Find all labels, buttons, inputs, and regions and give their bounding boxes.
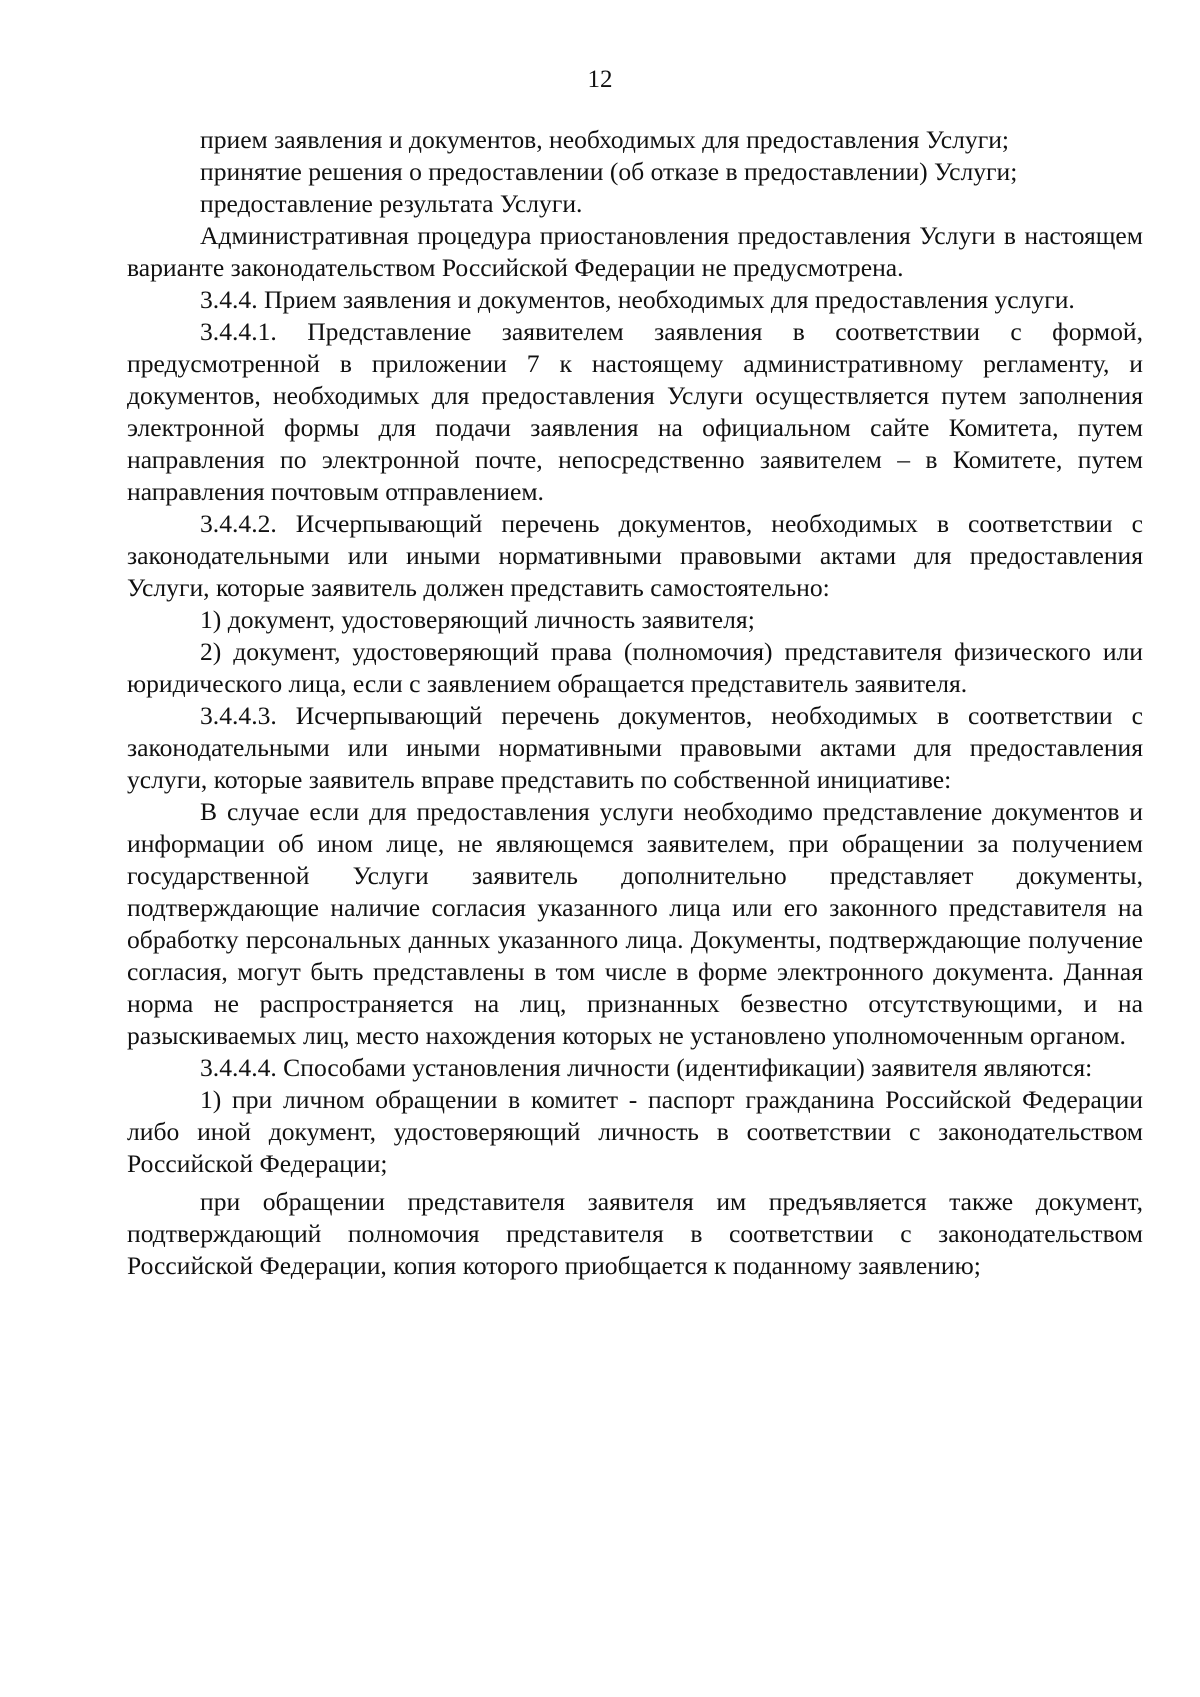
list-item: 1) при личном обращении в комитет - паспорт гражданина Российской Федерации либо иной документ, удостоверяющий личность в соответствии с законодательством Российской Федерации;: [127, 1085, 1143, 1178]
paragraph: 3.4.4.4. Способами установления личности (идентификации) заявителя являются:: [200, 1053, 1093, 1082]
paragraph: В случае если для предоставления услуги необходимо представление документов и информации об ином лице, не являющемся заявителем, при обращении за получением государственной Услуги заявитель дополнительно представляет документы, подтверждающие наличие согласия указанного лица или его законного представителя на обработку персональных данных указанного лица. Документы, подтверждающие получение согласия, могут быть представлены в том числе в форме электронного документа. Данная норма не распространяется на лиц, признанных безвестно отсутствующими, и на разыскиваемых лиц, место нахождения которых не установлено уполномоченным органом.: [127, 797, 1143, 1050]
document-body: [127, 124, 1143, 1282]
paragraph: предоставление результата Услуги.: [200, 189, 583, 218]
paragraph: при обращении представителя заявителя им предъявляется также документ, подтверждающий полномочия представителя в соответствии с законодательством Российской Федерации, копия которого приобщается к поданному заявлению;: [127, 1187, 1143, 1280]
paragraph: Административная процедура приостановления предоставления Услуги в настоящем варианте законодательством Российской Федерации не предусмотрена.: [127, 221, 1143, 282]
page-number: 12: [587, 66, 613, 93]
list-item: 2) документ, удостоверяющий права (полномочия) представителя физического или юридического лица, если с заявлением обращается представитель заявителя.: [127, 637, 1143, 698]
section-heading: 3.4.4. Прием заявления и документов, необходимых для предоставления услуги.: [200, 285, 1075, 314]
paragraph: принятие решения о предоставлении (об отказе в предоставлении) Услуги;: [200, 157, 1018, 186]
paragraph: 3.4.4.1. Представление заявителем заявления в соответствии с формой, предусмотренной в приложении 7 к настоящему административному регламенту, и документов, необходимых для предоставления Услуги осуществляется путем заполнения электронной формы для подачи заявления на официальном сайте Комитета, путем направления по электронной почте, непосредственно заявителем – в Комитете, путем направления почтовым отправлением.: [127, 317, 1143, 506]
list-item: 1) документ, удостоверяющий личность заявителя;: [200, 605, 755, 634]
paragraph: 3.4.4.3. Исчерпывающий перечень документов, необходимых в соответствии с законодательными или иными нормативными правовыми актами для предоставления услуги, которые заявитель вправе представить по собственной инициативе:: [127, 701, 1143, 794]
paragraph: прием заявления и документов, необходимых для предоставления Услуги;: [200, 125, 1010, 154]
paragraph: 3.4.4.2. Исчерпывающий перечень документов, необходимых в соответствии с законодательными или иными нормативными правовыми актами для предоставления Услуги, которые заявитель должен представить самостоятельно:: [127, 509, 1143, 602]
